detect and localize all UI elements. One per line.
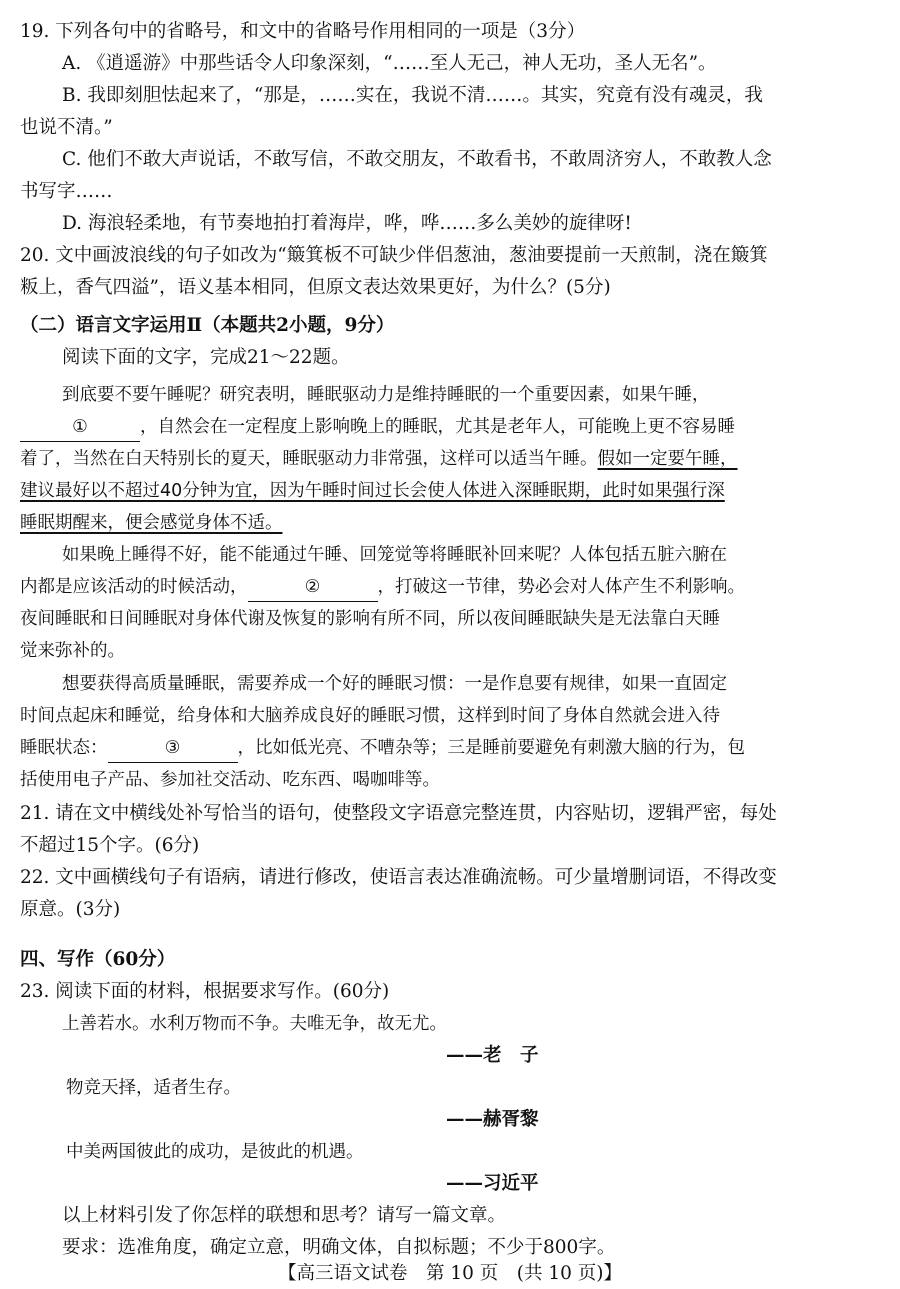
passage-p2-line4: 觉来弥补的。	[20, 641, 125, 661]
q23-author1: ——老 子	[446, 1045, 539, 1066]
blank-1: ①	[20, 413, 140, 442]
passage-p1-line2	[20, 413, 886, 442]
passage-p2-line2	[20, 573, 886, 602]
underlined-sentence-part1: 假如一定要午睡，	[597, 449, 738, 469]
passage-p3-line3	[20, 734, 886, 763]
q23-quote2: 物竞天择，适者生存。	[66, 1078, 241, 1098]
q23-author2: ——赫胥黎	[446, 1109, 539, 1130]
q20-line1: 20. 文中画波浪线的句子如改为“簸箕板不可缺少伴侣葱油，葱油要提前一天煎制，浇在簸箕	[20, 245, 768, 266]
q22-line1: 22. 文中画横线句子有语病，请进行修改，使语言表达准确流畅。可少量增删词语，不得改变	[20, 867, 777, 888]
page-footer: 【高三语文试卷 第 10 页 (共 10 页)】	[277, 1263, 623, 1284]
q21-line1: 21. 请在文中横线处补写恰当的语句，使整段文字语意完整连贯，内容贴切，逻辑严密，每处	[20, 803, 777, 824]
passage-p1-line1: 到底要不要午睡呢？研究表明，睡眠驱动力是维持睡眠的一个重要因素，如果午睡，	[62, 385, 710, 405]
q23-author3: ——习近平	[446, 1173, 539, 1194]
q19-option-b-line1: B. 我即刻胆怯起来了，“那是，……实在，我说不清……。其实，究竟有没有魂灵，我	[62, 85, 763, 106]
passage-p1-line3	[20, 445, 886, 473]
q23-prompt: 以上材料引发了你怎样的联想和思考？请写一篇文章。	[62, 1205, 507, 1226]
passage-p3-line2: 时间点起床和睡觉，给身体和大脑养成良好的睡眠习惯，这样到时间了身体自然就会进入待	[20, 706, 720, 726]
passage-p2-line2-before: 内都是应该活动的时候活动，	[20, 577, 248, 597]
q19-option-a: A. 《逍遥游》中那些话令人印象深刻，“……至人无己，神人无功，圣人无名”。	[62, 53, 717, 74]
blank-3: ③	[108, 734, 238, 763]
q21-line2: 不超过15个字。(6分)	[20, 835, 200, 856]
passage-p2-line2-after: ，打破这一节律，势必会对人体产生不利影响。	[377, 577, 745, 597]
q23-quote3: 中美两国彼此的成功，是彼此的机遇。	[66, 1142, 364, 1162]
q20-line2: 粄上，香气四溢”，语义基本相同，但原文表达效果更好，为什么？(5分)	[20, 277, 611, 298]
passage-p3-line1: 想要获得高质量睡眠，需要养成一个好的睡眠习惯：一是作息要有规律，如果一直固定	[62, 674, 727, 694]
section2-intro: 阅读下面的文字，完成21～22题。	[62, 347, 350, 368]
passage-p2-line1: 如果晚上睡得不好，能不能通过午睡、回笼觉等将睡眠补回来呢？人体包括五脏六腑在	[62, 545, 727, 565]
underlined-sentence-part3: 睡眠期醒来，便会感觉身体不适。	[20, 513, 283, 533]
q22-line2: 原意。(3分)	[20, 899, 121, 920]
passage-p1-line4	[20, 477, 886, 505]
passage-p3-line4: 括使用电子产品、参加社交活动、吃东西、喝咖啡等。	[20, 770, 440, 790]
q19-option-c-line1: C. 他们不敢大声说话，不敢写信，不敢交朋友，不敢看书，不敢周济穷人，不敢教人念	[62, 149, 772, 170]
q23-stem: 23. 阅读下面的材料，根据要求写作。(60分)	[20, 981, 390, 1002]
q19-stem: 19. 下列各句中的省略号，和文中的省略号作用相同的一项是（3分）	[20, 21, 586, 42]
passage-p1-line5	[20, 509, 886, 537]
passage-p1-line2-text: ，自然会在一定程度上影响晚上的睡眠，尤其是老年人，可能晚上更不容易睡	[140, 417, 735, 437]
q19-option-d: D. 海浪轻柔地，有节奏地拍打着海岸，哗，哗……多么美妙的旋律呀!	[62, 213, 632, 234]
section4-title: 四、写作（60分）	[20, 949, 176, 970]
q23-quote1: 上善若水。水利万物而不争。夫唯无争，故无尤。	[62, 1014, 447, 1034]
passage-p3-line3-after: ，比如低光亮、不嘈杂等；三是睡前要避免有刺激大脑的行为，包	[237, 738, 745, 758]
q23-requirements: 要求：选准角度，确定立意，明确文体，自拟标题；不少于800字。	[62, 1237, 616, 1258]
q19-option-c-line2: 书写字……	[20, 181, 113, 202]
passage-p1-line3-plain: 着了，当然在白天特别长的夏天，睡眠驱动力非常强，这样可以适当午睡。	[20, 449, 598, 469]
underlined-sentence-part2: 建议最好以不超过40分钟为宜，因为午睡时间过长会使人体进入深睡眠期，此时如果强行深	[20, 481, 725, 501]
passage-p2-line3: 夜间睡眠和日间睡眠对身体代谢及恢复的影响有所不同，所以夜间睡眠缺失是无法靠白天睡	[20, 609, 720, 629]
blank-2: ②	[248, 573, 378, 602]
section2-title: （二）语言文字运用Ⅱ（本题共2小题，9分）	[20, 315, 395, 336]
q19-option-b-line2: 也说不清。”	[20, 117, 113, 138]
passage-p3-line3-before: 睡眠状态：	[20, 738, 108, 758]
